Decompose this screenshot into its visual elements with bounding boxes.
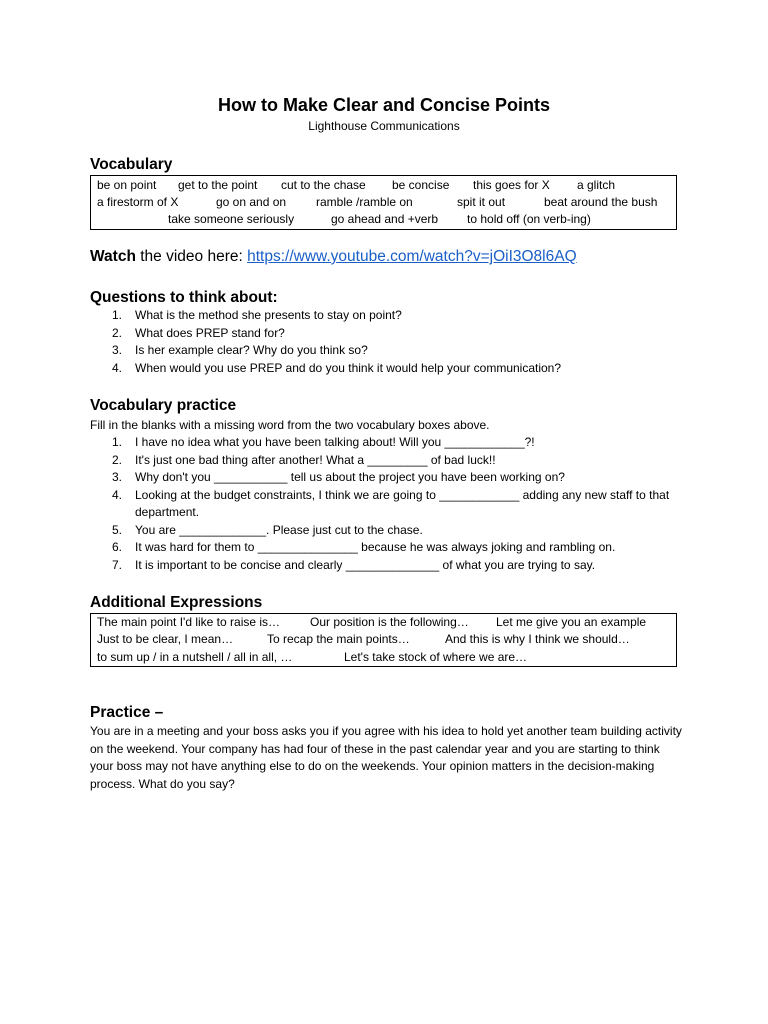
vocab-term: this goes for X <box>473 178 550 192</box>
vocab-term: cut to the chase <box>281 178 366 192</box>
expressions-box <box>90 613 677 667</box>
watch-line <box>90 247 577 267</box>
vocabulary-heading: Vocabulary <box>90 156 173 173</box>
practice-intro: Fill in the blanks with a missing word from the two vocabulary boxes above. <box>90 418 490 432</box>
expression: The main point I'd like to raise is… <box>97 615 281 629</box>
final-practice-heading: Practice – <box>90 704 164 721</box>
vocabulary-row <box>91 194 676 211</box>
expressions-row <box>91 649 676 666</box>
vocab-term: to hold off (on verb-ing) <box>467 212 591 226</box>
vocab-term: spit it out <box>457 195 506 209</box>
final-practice-text: You are in a meeting and your boss asks you if you agree with his idea to hold yet another team building activity on the weekend. Your company has had four of these in the past calendar year and you are starting to think your boss may not have anything else to do on the weekends. Your opinion matters in the decision-making process. What do you say? <box>90 724 682 791</box>
vocab-term: be on point <box>97 178 157 192</box>
vocab-term: ramble /ramble on <box>316 195 413 209</box>
vocab-term: take someone seriously <box>168 212 295 226</box>
vocabulary-row <box>91 177 676 194</box>
expression: to sum up / in a nutshell / all in all, … <box>97 650 293 664</box>
expression: Our position is the following… <box>310 615 469 629</box>
vocab-term: a glitch <box>577 178 616 192</box>
expression: And this is why I think we should… <box>445 632 630 646</box>
vocab-term: a firestorm of X <box>97 195 179 209</box>
video-link[interactable]: https://www.youtube.com/watch?v=jOiI3O8l6AQ <box>247 248 577 265</box>
vocab-term: get to the point <box>178 178 258 192</box>
vocabulary-box <box>90 175 677 230</box>
page-subtitle: Lighthouse Communications <box>308 119 460 133</box>
watch-text: the video here: <box>135 248 248 265</box>
questions-heading: Questions to think about: <box>90 289 278 306</box>
vocab-term: go ahead and +verb <box>331 212 439 226</box>
expressions-heading: Additional Expressions <box>90 594 263 611</box>
page-title: How to Make Clear and Concise Points <box>217 95 551 115</box>
watch-label: Watch <box>90 248 136 265</box>
document-page: How to Make Clear and Concise Points Lighthouse Communications Vocabulary be on point get to the point cut to the chase be concise this goes for X a glitch a firestorm of X go on and on ramble /ramble on spit it out beat around the bush take someone seriously go ahead and +verb to hold off (on verb-ing) Watch the video here: https://www.youtube.com/watch?v=jOiI3O8l6AQ Questions to think about: 1. What is the method she presents to stay on point? 2. What does PREP stand for? 3. Is her example clear? Why do you think so? 4. When would you use PREP and do you think it would help your communication? Vocabulary practice Fill in the blanks with a missing word from the two vocabulary boxes above. 1. I have no idea what you have been talking about! Will you ____________?! 2. It's just one bad thing after another! What a _________ of bad luck!! 3. Why don't you ___________ tell us about the project you have been working on? 4. Looking at the budget constraints, I think we are going to ____________ adding any new staff to that department. 5. You are _____________. Please just cut to the chase. 6. It was hard for them to _______________ because he was always joking and rambling on. 7. It is important to be concise and clearly ______________ of what you are trying to say. Additional Expressions The main point I'd like to raise is… Our position is the following… Let me give you an example Just to be clear, I mean… To recap the main points… And this is why I think we should… to sum up / in a nutshell / all in all, … Let's take stock of where we are… Practice – You are in a meeting and your boss asks you if you agree with his idea to hold yet another team building activity on the weekend. Your company has had four of these in the past calendar year and you are starting to think your boss may not have anything else to do on the weekends. Your opinion matters in the decision-making process. What do you say? <box>0 0 768 1024</box>
expression: Let me give you an example <box>496 615 647 629</box>
expression: To recap the main points… <box>267 632 410 646</box>
vocab-term: go on and on <box>216 195 287 209</box>
expression: Let's take stock of where we are… <box>344 650 528 664</box>
expression: Just to be clear, I mean… <box>97 632 234 646</box>
vocab-term: beat around the bush <box>544 195 658 209</box>
expressions-row <box>91 614 676 631</box>
vocab-term: be concise <box>392 178 450 192</box>
expressions-row <box>91 631 676 648</box>
practice-heading: Vocabulary practice <box>90 397 237 414</box>
vocabulary-row <box>91 211 676 228</box>
